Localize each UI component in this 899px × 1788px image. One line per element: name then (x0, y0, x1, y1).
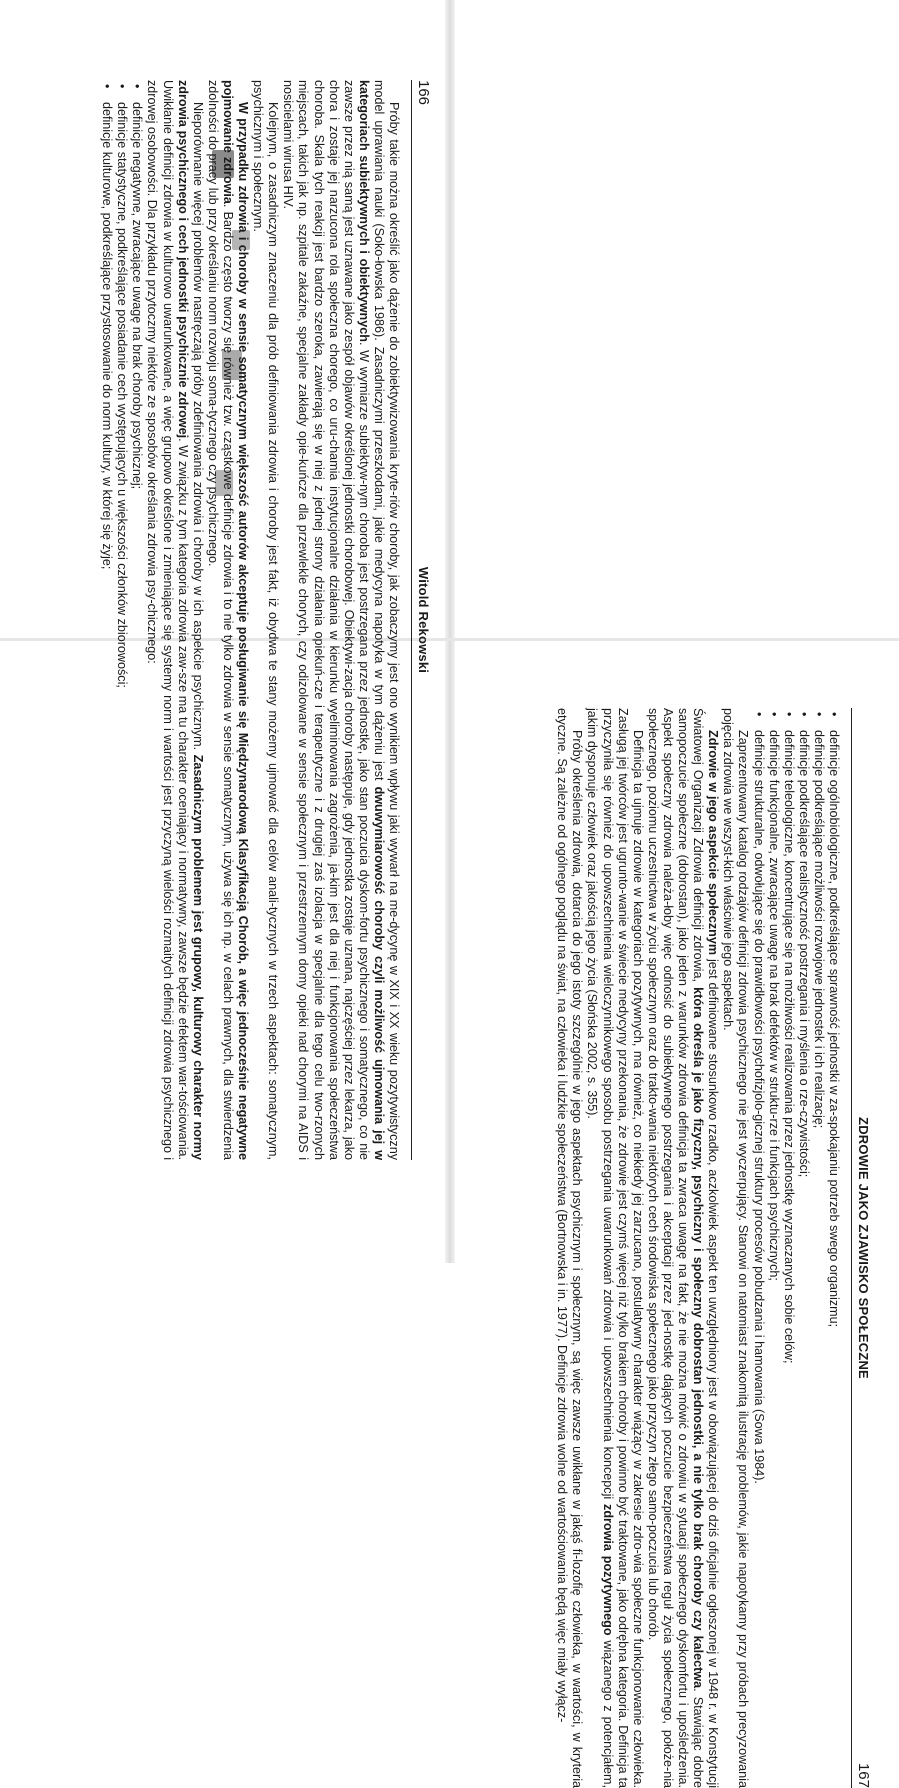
paragraph: Próby określenia zdrowia, dotarcia do jego istoty szczególnie w jego aspektach psychicznym i społecznym, są więc zawsze uwikłane w jakąś fi-lozofię człowieka, w wartości, w kryteria etyczne. Są zależne od ogólnego poglądu na świat, na człowieka i ludzkie społeczeństwa (Bortnowska i in. 1977). Definicje zdrowia wolne od wartościowania będą więc miały wyłącz- (555, 708, 585, 1788)
list-item: • definicje statystyczne, podkreślające posiadanie cech występujących u większości członków zbiorowości; (114, 102, 129, 1160)
right-running-header (851, 708, 872, 1788)
bullet-list (750, 708, 841, 1788)
header-author: Witold Rekowski (416, 566, 431, 674)
right-page-body (554, 708, 841, 1788)
header-chapter-title: ZDROWIE JAKO ZJAWISKO SPOŁECZNE (856, 1117, 871, 1379)
right-page (555, 708, 872, 1788)
left-page-body (99, 80, 401, 1160)
paragraph: W przypadku zdrowia i choroby w sensie somatycznym większość autorów akceptuje posługiwanie się Międzynarodową Klasyfikacją Chorób, a więc jednocześnie negatywne pojmowanie zdrowia. Bardzo często tworzy się również tzw. cząstkowe definicje zdrowia i to nie tylko zdrowia w sensie somatycznym, używa się ich np. w celach prawnych, dla stwierdzenia zdolności do pracy lub przy określaniu norm rozwoju soma-tycznego czy psychicznego. (205, 80, 251, 1161)
paragraph: Zaprezentowany katalog rodzajów definicji zdrowia psychicznego nie jest wyczerpujący. Stanowi on natomiast znakomitą ilustrację problemów, jakie napotykamy przy próbach precyzowania pojęcia zdrowia we wszyst-kich właściwie jego aspektach. (721, 708, 751, 1788)
paragraph: Nieporównanie więcej problemów nastręczają próby zdefiniowania zdrowia i choroby w ich aspekcie psychicznym. Zasadniczym problemem jest grupowy, kulturowy charakter normy zdrowia psychicznego i cech jednostki psychicznie zdrowej. W związku z tym kategoria zdrowia zaw-sze ma tu charakter oceniający i normatywny, zawsze będzie efektem war-tościowania. Uwikłanie definicji zdrowia w kulturowo uwarunkowane, a więc grupowo określone i zmieniające się systemy norm i wartości jest przyczyną wielości rozmaitych definicji zdrowia psychicznego i zdrowej osobowości. Dla przykładu przytoczmy niektóre ze sposobów określania zdrowia psy-chicznego: (145, 80, 205, 1160)
list-item: • definicje teleologiczne, koncentrujące się na możliwości realizowania przez jednostkę wyznaczanych sobie celów; (781, 730, 796, 1788)
list-item: • definicje kulturowe, podkreślające przystosowanie do norm kultury, w której się żyje; (99, 102, 114, 1160)
list-item: • definicje podkreślające realistyczność postrzegania i myślenia o rze-czywistości; (796, 730, 811, 1788)
book-gutter (445, 0, 455, 1263)
page-number: 167 (855, 1762, 872, 1788)
page-number: 166 (415, 80, 432, 106)
list-item: • definicje negatywne, zwracające uwagę na brak choroby psychicznej; (129, 102, 144, 1160)
paragraph: Definicja ta ujmuje zdrowie w kategoriach pozytywnych, ma również, co niekiedy jej zarzucano, postulatywny charakter wiążący w zakresie zdro-wia społeczne funkcjonowanie człowieka. Zasługą jej twórców jest ugrunto-wanie w świecie medycyny przekonania, że zdrowie jest czymś więcej niż tylko brakiem choroby i powinno być traktowane, jako odrębna kategoria. Definicja ta przyczyniła się również do upowszechnienia wieloczynnikowego sposobu postrzegania uwarunkowań zdrowia i upowszechnienia koncepcji zdrowia pozytywnego wiązanego z potencjałem, jakim dysponuje człowiek oraz jakością jego życia (Słońska 2002, s. 355). (585, 708, 645, 1788)
list-item: • definicje podkreślające możliwości rozwojowe jednostek i ich realizację; (811, 730, 826, 1788)
paragraph: Zdrowie w jego aspekcie społecznym jest definiowane stosunkowo rzadko, aczkolwiek aspekt ten uwzględniony jest w obowiązującej do dziś oficjalnie ogłoszonej w 1948 r. w Konstytucji Światowej Organizacji Zdrowia definicji zdrowia, która określa je jako fizyczny, psychiczny i społeczny dobrostan jednostki, a nie tylko brak choroby czy kalectwa. Stawiając dobre samopoczucie społeczne (dobrostan), jako jeden z warunków zdrowia definicja ta zwraca uwagę na fakt, że nie można mówić o zdrowiu w sytuacji społecznego dyskomfortu i upośledzenia. Aspekt społeczny zdrowia należa-łoby więc odnosić do subiektywnego postrzegania i akceptacji przez jed-nostkę dających poczucie bezpieczeństwa reguł życia społecznego, położe-nia społecznego, poziomu uczestnictwa w życiu społecznym oraz do trakto-wania niektórych cech środowiska społecznego jako przyczyn złego samo-poczucia lub chorób. (645, 708, 721, 1788)
left-running-header (411, 80, 432, 1160)
list-item: • definicje strukturalne, odwołujące się do prawidłowości psychofizjolo-gicznej struktury procesów pobudzania i hamowania (Sowa 1984). (750, 730, 765, 1788)
paragraph: Próby takie można określić jako dążenie do zobiektywizowania kryte-riów choroby, jak zobaczymy jest ono wynikiem wpływu jaki wywarł na me-dycynę w XIX i XX wieku pozytywistyczny model uprawiania nauki (Soko-łowska 1986). Zasadniczymi przeszkodami, jakie medycyna napotyka w tym dążeniu jest dwuwymiarowość choroby czyli możliwość ujmowania jej w kategoriach subiektywnych i obiektywnych. W wymiarze subiektyw-nym choroba jest postrzegana przez jednostkę, jako stan poczucia dyskom-fortu psychicznego i somatycznego, co nie zawsze przez nią samą jest uznawane jako zespół objawów określonej jednostki chorobowej. Obiektywi-zacja choroby następuje, gdy jednostka zostaje uznana, najczęściej przez lekarza, jako chora i zostaje jej narzucona rola społeczna chorego, co uru-chamia instytucjonalne działania w kierunku wyeliminowania zagrożenia, ja-kim jest dla niej i funkcjonowania społeczeństwa choroba. Skala tych reakcji jest bardzo szeroka, zawierają się w niej z jednej strony działania opiekuń-cze i terapeutyczne i z drugiej zaś izolacja w specjalnie dla tego celu two-rzonych miejscach, takich jak np. szpitale zakaźne, specjalne zakłady opie-kuńcze dla przewlekle chorych, czy odizolowane w sensie społecznym i przestrzennym domy opieki nad chorymi na AIDS i nosicielami wirusa HIV. (281, 80, 401, 1160)
list-item: • definicje ogólnobiologiczne, podkreślające sprawność jednostki w za-spokajaniu potrzeb swego organizmu; (826, 730, 841, 1788)
list-item: • definicje funkcjonalne, zwracające uwagę na brak defektów w struktu-rze i funkcjach psychicznych; (766, 730, 781, 1788)
bullet-list (99, 80, 144, 1160)
left-page (100, 80, 432, 1161)
paragraph: Kolejnym, o zasadniczym znaczeniu dla prób definiowania zdrowia i choroby jest fakt, iż obydwa te stany możemy ujmować dla celów anali-tycznych w trzech aspektach: somatycznym, psychicznym i społecznym. (251, 80, 281, 1160)
